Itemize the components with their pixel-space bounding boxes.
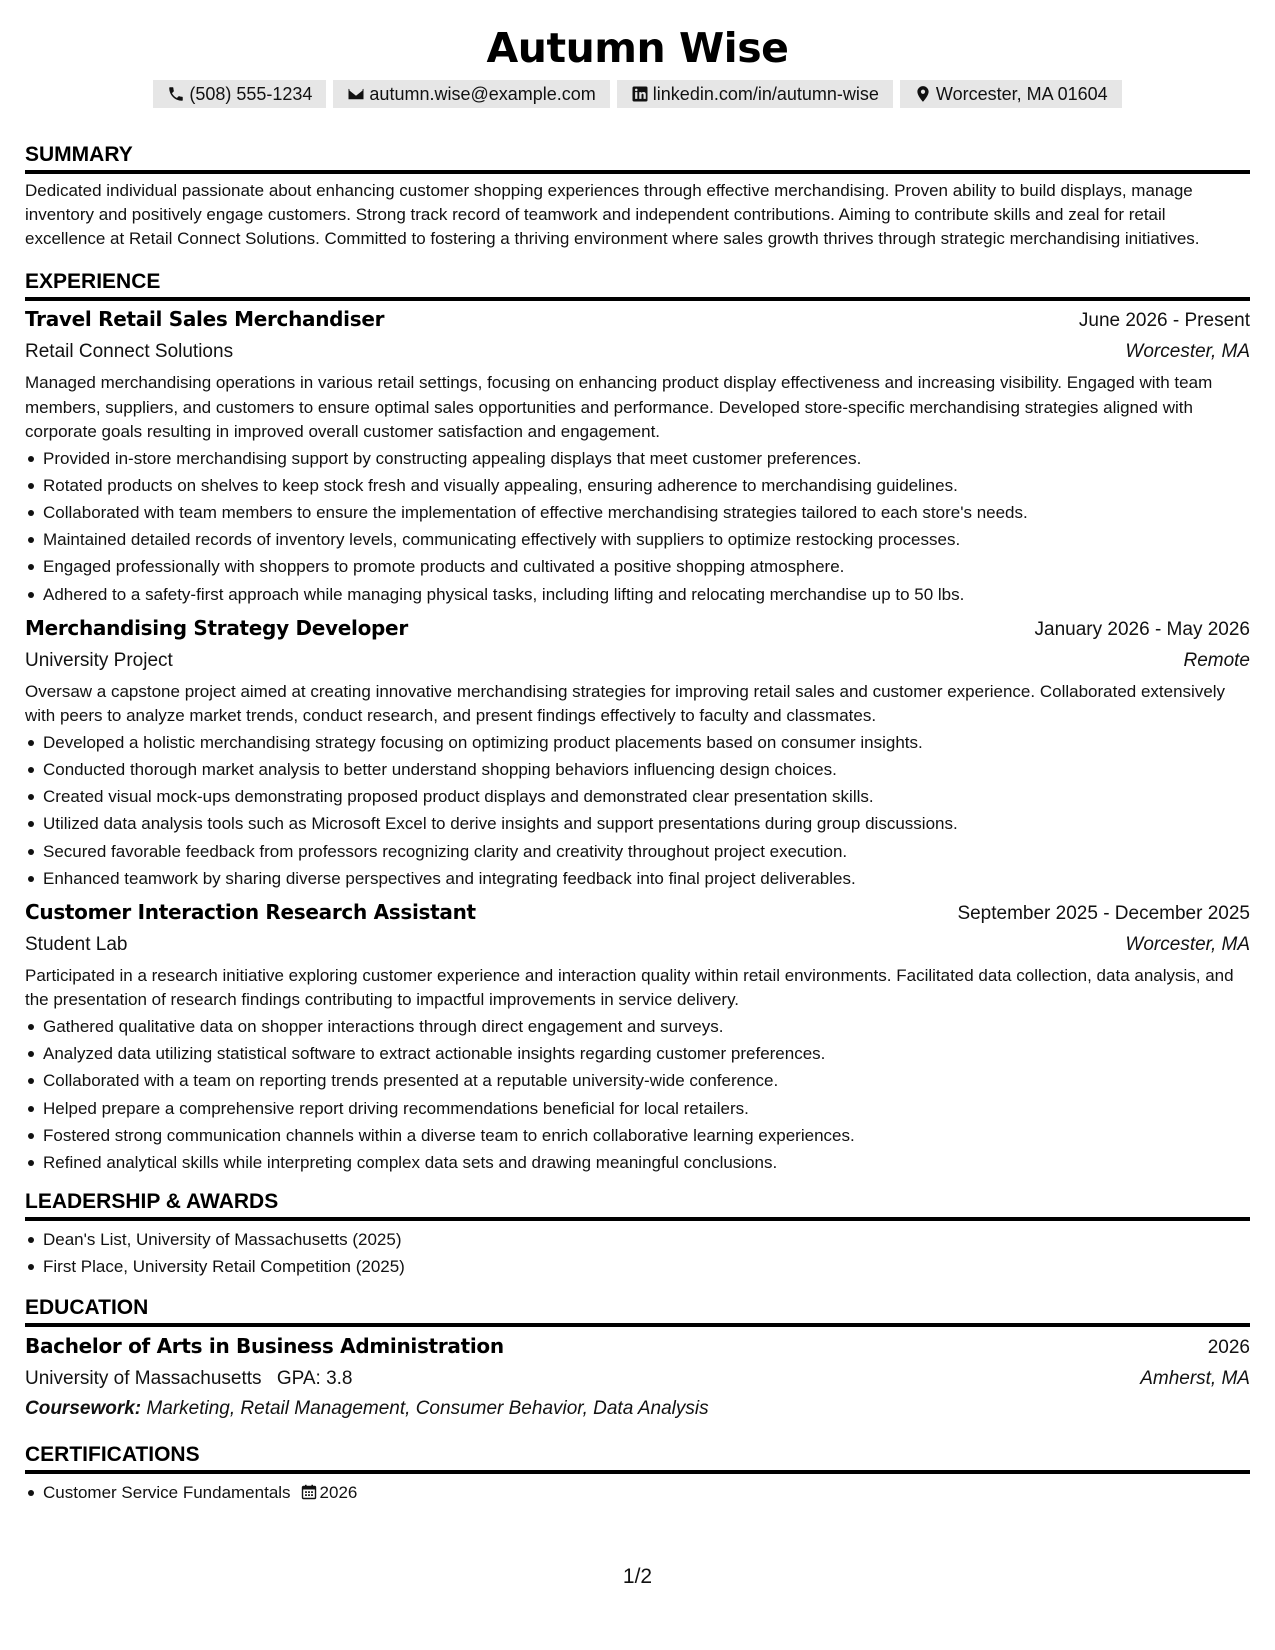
experience-section: [25, 268, 1250, 1176]
email-text: autumn.wise@example.com: [369, 83, 596, 104]
certifications-section: [25, 1441, 1250, 1506]
coursework: [25, 1394, 1250, 1424]
resume-page: [25, 20, 1250, 1506]
list-item: Maintained detailed records of inventory levels, communicating effectively with suppliers to optimize restocking processes.: [25, 526, 1250, 553]
role-description: Managed merchandising operations in various retail settings, focusing on enhancing product display effectiveness and increasing visibility. Engaged with team members, suppliers, and customers to ensure optimal sales opportunities and performance. Developed store-specific merchandising strategies aligned with corporate goals resulting in improved overall customer satisfaction and engagement.: [25, 373, 1213, 441]
contact-location: [900, 80, 1122, 108]
list-item: Fostered strong communication channels within a diverse team to enrich collaborative learning experiences.: [25, 1122, 1250, 1149]
list-item: [25, 1479, 1250, 1506]
list-item: Developed a holistic merchandising strategy focusing on optimizing product placements based on consumer insights.: [25, 729, 1250, 756]
certifications-list: [25, 1479, 1250, 1506]
list-item: Collaborated with team members to ensure the implementation of effective merchandising strategies tailored to each store's needs.: [25, 499, 1250, 526]
phone-icon: [167, 85, 185, 103]
envelope-icon: [347, 85, 365, 103]
certification-year: 2026: [319, 1482, 358, 1502]
gpa: GPA: 3.8: [276, 1367, 353, 1389]
role-description: Participated in a research initiative exploring customer experience and interaction quality within retail environments. Facilitated data collection, data analysis, and the presentation of research findings contributing to impactful improvements in service delivery.: [25, 965, 1234, 1010]
role-bullets: [25, 1013, 1250, 1176]
list-item: Provided in-store merchandising support by constructing appealing displays that meet customer preferences.: [25, 445, 1250, 472]
leadership-section: [25, 1188, 1250, 1280]
list-item: Collaborated with a team on reporting trends presented at a reputable university-wide conference.: [25, 1067, 1250, 1094]
location-text: Worcester, MA 01604: [935, 83, 1108, 104]
list-item: Secured favorable feedback from professors recognizing clarity and creativity throughout project execution.: [25, 838, 1250, 865]
role-title: Merchandising Strategy Developer: [25, 615, 408, 640]
role-bullets: [25, 729, 1250, 892]
section-title: EXPERIENCE: [25, 268, 1250, 301]
list-item: Analyzed data utilizing statistical software to extract actionable insights regarding customer preferences.: [25, 1040, 1250, 1067]
role-dates: January 2026 - May 2026: [1034, 618, 1250, 640]
contact-phone[interactable]: [153, 80, 326, 108]
experience-entry: [25, 303, 1250, 608]
list-item: Enhanced teamwork by sharing diverse perspectives and integrating feedback into final project deliverables.: [25, 865, 1250, 892]
role-location: Worcester, MA: [1125, 341, 1250, 362]
school-name: University of Massachusetts: [25, 1367, 262, 1389]
section-title: SUMMARY: [25, 141, 1250, 174]
certification-name: Customer Service Fundamentals: [43, 1482, 291, 1502]
role-title: Travel Retail Sales Merchandiser: [25, 307, 385, 331]
list-item: Rotated products on shelves to keep stock fresh and visually appealing, ensuring adherence to merchandising guidelines.: [25, 472, 1250, 499]
contact-linkedin[interactable]: [617, 80, 893, 108]
linkedin-text: linkedin.com/in/autumn-wise: [652, 83, 879, 104]
degree-title: Bachelor of Arts in Business Administration: [25, 1333, 504, 1358]
role-dates: September 2025 - December 2025: [957, 902, 1250, 924]
role-location: Worcester, MA: [1125, 933, 1250, 955]
list-item: Helped prepare a comprehensive report driving recommendations beneficial for local retailers.: [25, 1095, 1250, 1122]
linkedin-icon: [631, 85, 649, 103]
role-description: Oversaw a capstone project aimed at creating innovative merchandising strategies for improving retail sales and customer experience. Collaborated extensively with peers to analyze market trends, conduct research, and present findings effectively to faculty and classmates.: [25, 681, 1226, 726]
section-title: LEADERSHIP & AWARDS: [25, 1188, 1250, 1221]
role-organization: Student Lab: [25, 933, 128, 955]
map-pin-icon: [914, 85, 932, 103]
calendar-icon: [301, 1484, 317, 1500]
list-item: Adhered to a safety-first approach while managing physical tasks, including lifting and relocating merchandise up to 50 lbs.: [25, 581, 1250, 608]
section-title: CERTIFICATIONS: [25, 1441, 1250, 1474]
list-item: Utilized data analysis tools such as Microsoft Excel to derive insights and support presentations during group discussions.: [25, 810, 1250, 837]
graduation-year: 2026: [1207, 1336, 1250, 1358]
list-item: Engaged professionally with shoppers to promote products and cultivated a positive shopping atmosphere.: [25, 553, 1250, 580]
coursework-label: Coursework:: [25, 1397, 142, 1419]
section-title: EDUCATION: [25, 1294, 1250, 1327]
role-organization: University Project: [25, 649, 173, 671]
list-item: Conducted thorough market analysis to better understand shopping behaviors influencing design choices.: [25, 756, 1250, 783]
experience-entry: [25, 612, 1250, 892]
contact-email[interactable]: [333, 80, 609, 108]
contact-bar: [25, 80, 1250, 108]
page-number: 1/2: [622, 1565, 653, 1588]
list-item: First Place, University Retail Competition (2025): [25, 1253, 1250, 1280]
role-location: Remote: [1183, 649, 1250, 671]
role-dates: June 2026 - Present: [1078, 310, 1250, 331]
candidate-name: Autumn Wise: [486, 24, 789, 72]
experience-entry: [25, 896, 1250, 1176]
role-bullets: [25, 445, 1250, 608]
coursework-list: Marketing, Retail Management, Consumer Behavior, Data Analysis: [146, 1397, 709, 1419]
awards-list: [25, 1226, 1250, 1280]
list-item: Dean's List, University of Massachusetts (2025): [25, 1226, 1250, 1253]
list-item: Created visual mock-ups demonstrating proposed product displays and demonstrated clear presentation skills.: [25, 783, 1250, 810]
summary-section: [25, 141, 1250, 251]
role-organization: Retail Connect Solutions: [25, 341, 234, 362]
phone-text: (508) 555-1234: [189, 83, 313, 104]
summary-text: Dedicated individual passionate about enhancing customer shopping experiences through effective merchandising. Proven ability to build displays, manage inventory and positively engage customers. Strong track record of teamwork and independent contributions. Aiming to contribute skills and zeal for retail excellence at Retail Connect Solutions. Committed to fostering a thriving environment where sales growth thrives through strategic merchandising initiatives.: [25, 181, 1200, 248]
education-section: [25, 1294, 1250, 1424]
header: [25, 20, 1250, 108]
school-location: Amherst, MA: [1140, 1367, 1250, 1389]
list-item: Gathered qualitative data on shopper interactions through direct engagement and surveys.: [25, 1013, 1250, 1040]
role-title: Customer Interaction Research Assistant: [25, 899, 476, 924]
list-item: Refined analytical skills while interpreting complex data sets and drawing meaningful conclusions.: [25, 1149, 1250, 1176]
